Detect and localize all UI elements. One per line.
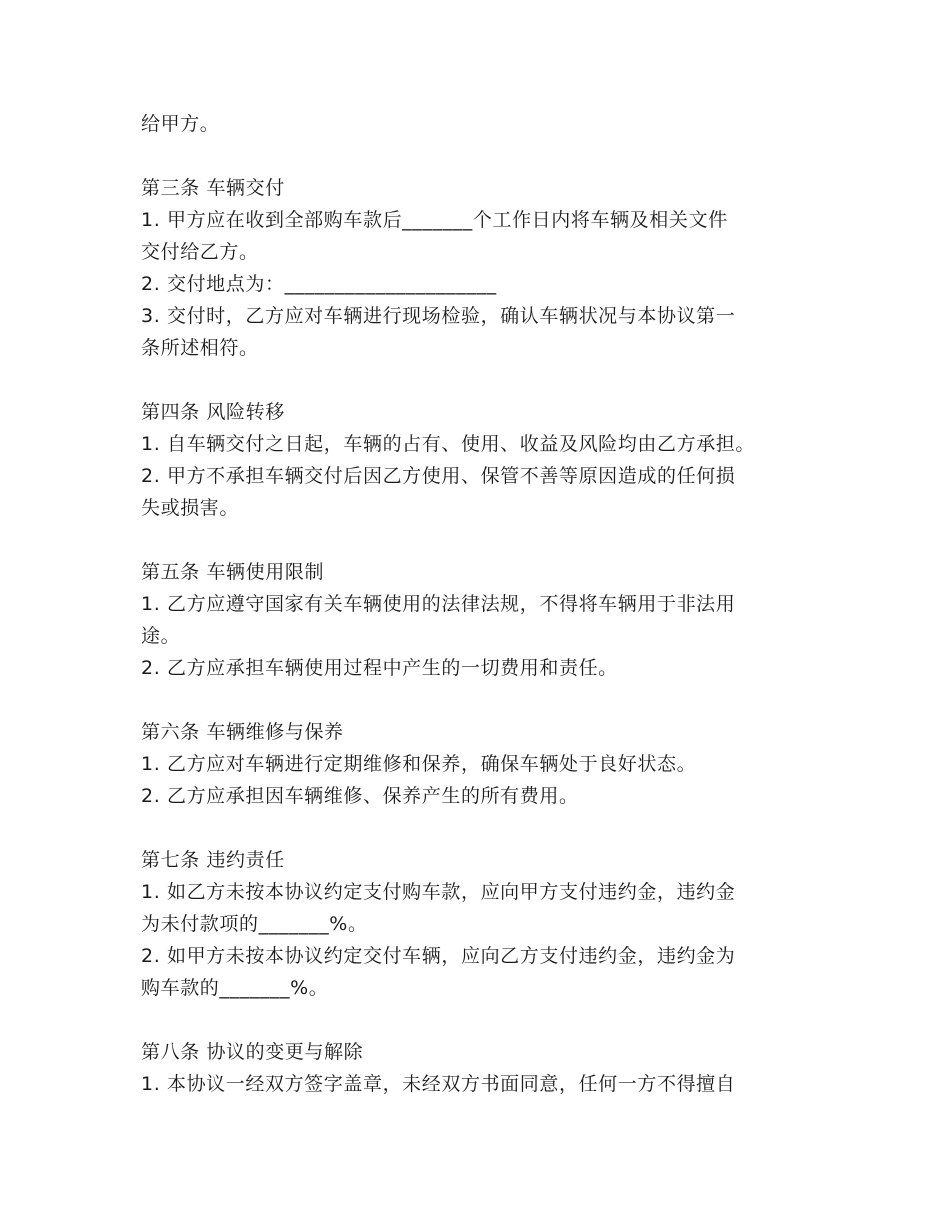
text-line: 1. 本协议一经双方签字盖章，未经双方书面同意，任何一方不得擅自	[141, 1073, 736, 1095]
paragraph-gap	[141, 812, 841, 844]
section-heading-article-8: 第八条 协议的变更与解除	[141, 1041, 364, 1063]
section-heading-article-3: 第三条 车辆交付	[141, 177, 285, 199]
text-line: 2. 乙方应承担车辆使用过程中产生的一切费用和责任。	[141, 657, 618, 679]
text-line: 购车款的_______%。	[141, 977, 329, 999]
section-heading-article-4: 第四条 风险转移	[141, 401, 285, 423]
section-heading-article-6: 第六条 车辆维修与保养	[141, 721, 344, 743]
text-line: 1. 如乙方未按本协议约定支付购车款，应向甲方支付违约金，违约金	[141, 881, 736, 903]
text-line: 1. 自车辆交付之日起，车辆的占有、使用、收益及风险均由乙方承担。	[141, 433, 755, 455]
text-line: 1. 甲方应在收到全部购车款后_______个工作日内将车辆及相关文件	[141, 209, 728, 231]
text-line: 交付给乙方。	[141, 241, 259, 263]
text-line: 给甲方。	[141, 113, 220, 135]
text-line: 条所述相符。	[141, 337, 259, 359]
text-line: 2. 乙方应承担因车辆维修、保养产生的所有费用。	[141, 785, 579, 807]
section-heading-article-5: 第五条 车辆使用限制	[141, 561, 325, 583]
text-line: 1. 乙方应遵守国家有关车辆使用的法律法规，不得将车辆用于非法用	[141, 593, 736, 615]
contract-page	[141, 108, 841, 1100]
text-line: 2. 如甲方未按本协议约定交付车辆，应向乙方支付违约金，违约金为	[141, 945, 736, 967]
paragraph-gap	[141, 1004, 841, 1036]
paragraph-gap	[141, 524, 841, 556]
text-line: 失或损害。	[141, 497, 240, 519]
text-line: 3. 交付时，乙方应对车辆进行现场检验，确认车辆状况与本协议第一	[141, 305, 736, 327]
text-line: 为未付款项的_______%。	[141, 913, 368, 935]
text-line: 2. 交付地点为：_____________________	[141, 273, 497, 295]
paragraph-gap	[141, 364, 841, 396]
text-line: 途。	[141, 625, 181, 647]
section-heading-article-7: 第七条 违约责任	[141, 849, 285, 871]
text-line: 2. 甲方不承担车辆交付后因乙方使用、保管不善等原因造成的任何损	[141, 465, 736, 487]
text-line: 1. 乙方应对车辆进行定期维修和保养，确保车辆处于良好状态。	[141, 753, 697, 775]
paragraph-gap	[141, 684, 841, 716]
paragraph-gap	[141, 140, 841, 172]
